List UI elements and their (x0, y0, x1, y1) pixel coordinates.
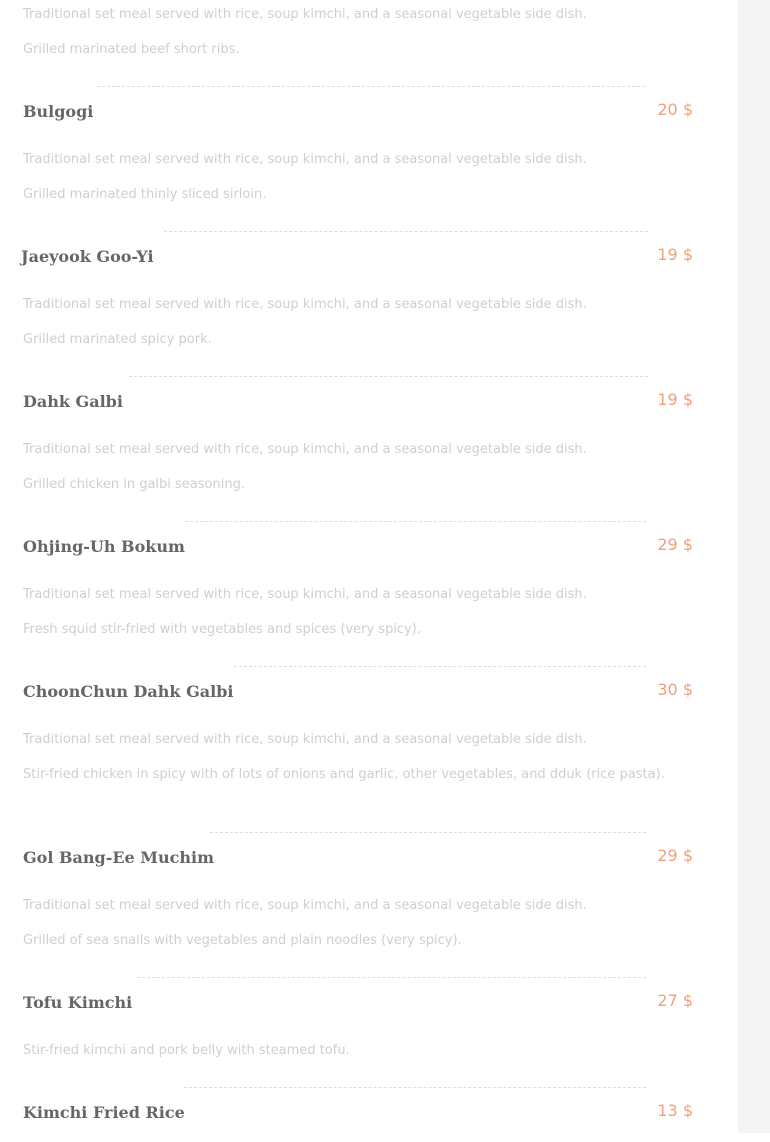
item-price: 29 $ (657, 535, 693, 554)
item-description: Grilled of sea snails with vegetables and plain noodles (very spicy). (23, 933, 462, 948)
item-description: Stir-fried kimchi and pork belly with steamed tofu. (23, 1043, 350, 1058)
item-description: Traditional set meal served with rice, soup kimchi, and a seasonal vegetable side dish. (23, 7, 587, 22)
item-name: Tofu Kimchi (23, 992, 142, 1014)
item-description: Fresh squid stir-fried with vegetables and spices (very spicy). (23, 622, 421, 637)
menu-item (0, 681, 738, 721)
item-description: Grilled marinated spicy pork. (23, 332, 212, 347)
dotted-leader (184, 1087, 646, 1088)
item-description: Traditional set meal served with rice, soup kimchi, and a seasonal vegetable side dish. (23, 442, 587, 457)
item-price: 19 $ (657, 245, 693, 264)
item-price: 29 $ (657, 846, 693, 865)
page-side-gutter (738, 0, 770, 1133)
item-description: Grilled marinated thinly sliced sirloin. (23, 187, 267, 202)
dotted-leader (129, 376, 648, 377)
item-price: 20 $ (657, 100, 693, 119)
item-name: Gol Bang-Ee Muchim (23, 847, 224, 869)
menu-item (0, 847, 738, 887)
menu-item (0, 536, 738, 576)
dotted-leader (97, 86, 645, 87)
item-price: 19 $ (657, 390, 693, 409)
item-price: 27 $ (657, 991, 693, 1010)
item-name: Jaeyook Goo-Yi (21, 246, 164, 268)
dotted-leader (210, 832, 646, 833)
item-description: Traditional set meal served with rice, soup kimchi, and a seasonal vegetable side dish. (23, 732, 587, 747)
dotted-leader (164, 231, 648, 232)
menu-item (0, 101, 738, 141)
item-name: Bulgogi (23, 101, 103, 123)
menu-item (0, 992, 738, 1032)
item-name: Dahk Galbi (23, 391, 133, 413)
item-description: Traditional set meal served with rice, soup kimchi, and a seasonal vegetable side dish. (23, 587, 587, 602)
item-description: Traditional set meal served with rice, soup kimchi, and a seasonal vegetable side dish. (23, 898, 587, 913)
menu-item (0, 246, 738, 286)
item-name: Ohjing-Uh Bokum (23, 536, 195, 558)
item-description: Stir-fried chicken in spicy with of lots of onions and garlic, other vegetables, and dduk (rice pasta). (23, 767, 665, 782)
item-description: Grilled marinated beef short ribs. (23, 42, 240, 57)
dotted-leader (185, 521, 646, 522)
dotted-leader (137, 977, 646, 978)
dotted-leader (234, 666, 646, 667)
item-price: 30 $ (657, 680, 693, 699)
item-name: ChoonChun Dahk Galbi (23, 681, 243, 703)
menu-item (0, 391, 738, 431)
item-name: Kimchi Fried Rice (23, 1102, 195, 1124)
item-description: Traditional set meal served with rice, soup kimchi, and a seasonal vegetable side dish. (23, 297, 587, 312)
item-price: 13 $ (657, 1101, 693, 1120)
item-description: Grilled chicken in galbi seasoning. (23, 477, 245, 492)
menu-item (0, 1102, 738, 1142)
item-description: Traditional set meal served with rice, soup kimchi, and a seasonal vegetable side dish. (23, 152, 587, 167)
